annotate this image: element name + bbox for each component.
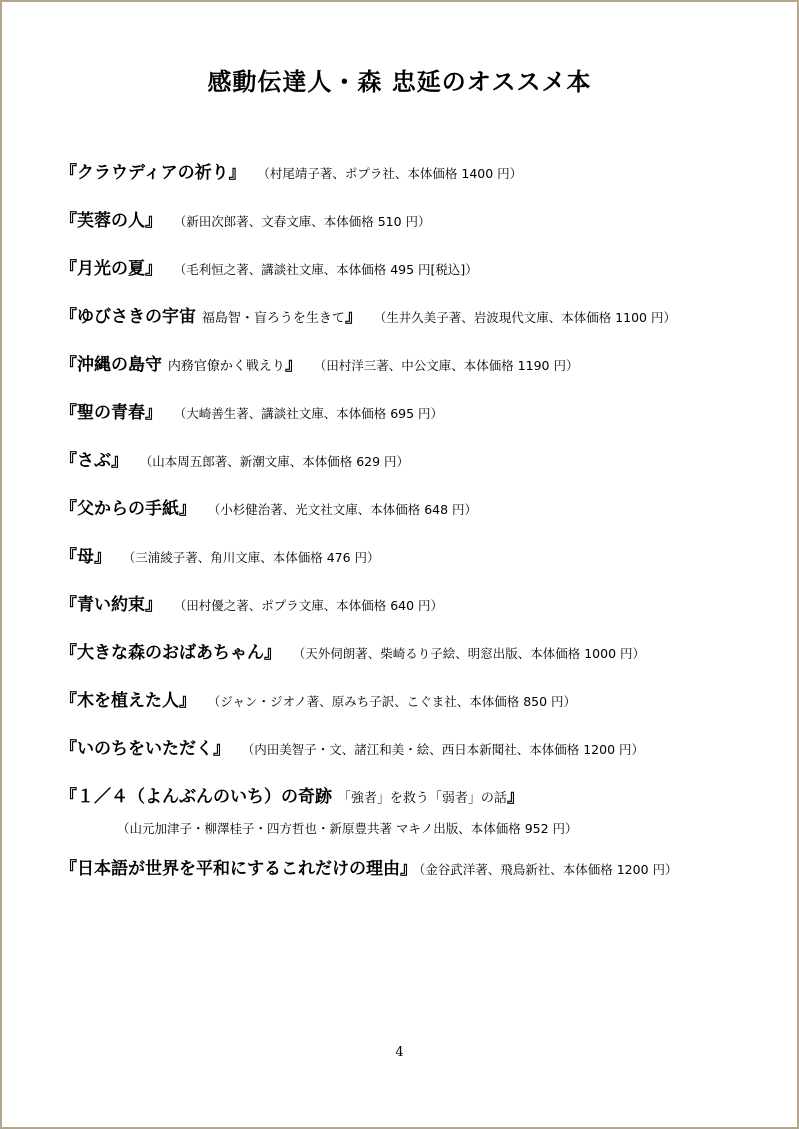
book-entry [60,302,676,327]
book-entry [60,542,380,567]
book-info: （大崎善生著、講談社文庫、本体価格 695 円） [180,406,444,421]
book-info: （内田美智子・文、諸江和美・絵、西日本新聞社、本体価格 1200 円） [248,742,645,757]
book-subtitle: 内務官僚かく戦えり [167,359,285,374]
book-title: 『聖の青春』 [60,403,162,423]
book-title-end: 』 [344,307,362,327]
book-info: （山元加津子・柳澤桂子・四方哲也・新原豊共著 マキノ出版、本体価格 952 円） [117,821,578,836]
book-entry [60,398,443,423]
book-entry [60,446,409,471]
book-info: （毛利恒之著、講談社文庫、本体価格 495 円[税込]） [180,262,478,277]
book-subtitle: 福島智・盲ろうを生きて [201,311,345,326]
book-title-end: 』 [506,787,524,807]
book-info: （新田次郎著、文春文庫、本体価格 510 円） [180,214,431,229]
book-title: 『１／４（よんぶんのいち）の奇跡 [60,787,338,807]
book-info: （村尾靖子著、ポプラ社、本体価格 1400 円） [263,166,523,181]
book-subtitle: 「強者」を救う「弱者」の話 [337,791,507,806]
book-info: （田村優之著、ポプラ文庫、本体価格 640 円） [180,598,444,613]
book-title-end: 』 [284,355,302,375]
book-title: 『いのちをいただく』 [60,739,230,759]
book-entry [60,206,431,231]
book-entry [60,782,524,807]
book-title: 『沖縄の島守 [60,355,168,375]
book-title: 『大きな森のおばあちゃん』 [60,643,281,663]
book-title: 『芙蓉の人』 [60,211,162,231]
book-entry [60,734,644,759]
book-title: 『青い約束』 [60,595,162,615]
book-entry [60,350,578,375]
book-title: 『日本語が世界を平和にするこれだけの理由』 [60,859,417,879]
book-entry [60,686,576,711]
book-title: 『クラウディアの祈り』 [60,163,246,183]
book-entry [60,254,478,279]
book-title: 『父からの手紙』 [60,499,196,519]
book-info: （三浦綾子著、角川文庫、本体価格 476 円） [129,550,380,565]
book-info: （山本周五郎著、新潮文庫、本体価格 629 円） [146,454,410,469]
book-info: （天外伺朗著、柴崎るり子絵、明窓出版、本体価格 1000 円） [299,646,646,661]
book-title: 『木を植えた人』 [60,691,196,711]
book-info: （金谷武洋著、飛鳥新社、本体価格 1200 円） [419,862,678,877]
book-entry [60,494,477,519]
book-title: 『さぶ』 [60,451,128,471]
book-info: （小杉健治著、光文社文庫、本体価格 648 円） [214,502,478,517]
book-info: （生井久美子著、岩波現代文庫、本体価格 1100 円） [379,310,676,325]
book-title: 『母』 [60,547,111,567]
book-info: （ジャン・ジオノ著、原みち子訳、こぐま社、本体価格 850 円） [214,694,577,709]
book-info: （田村洋三著、中公文庫、本体価格 1190 円） [319,358,579,373]
book-entry [60,638,645,663]
book-title: 『ゆびさきの宇宙 [60,307,202,327]
book-entry [60,854,678,879]
book-entry [60,158,522,183]
page-title: 感動伝達人・森 忠延のオススメ本 [207,68,592,96]
book-title: 『月光の夏』 [60,259,162,279]
book-entry [60,590,443,615]
page-number: 4 [395,1045,404,1060]
